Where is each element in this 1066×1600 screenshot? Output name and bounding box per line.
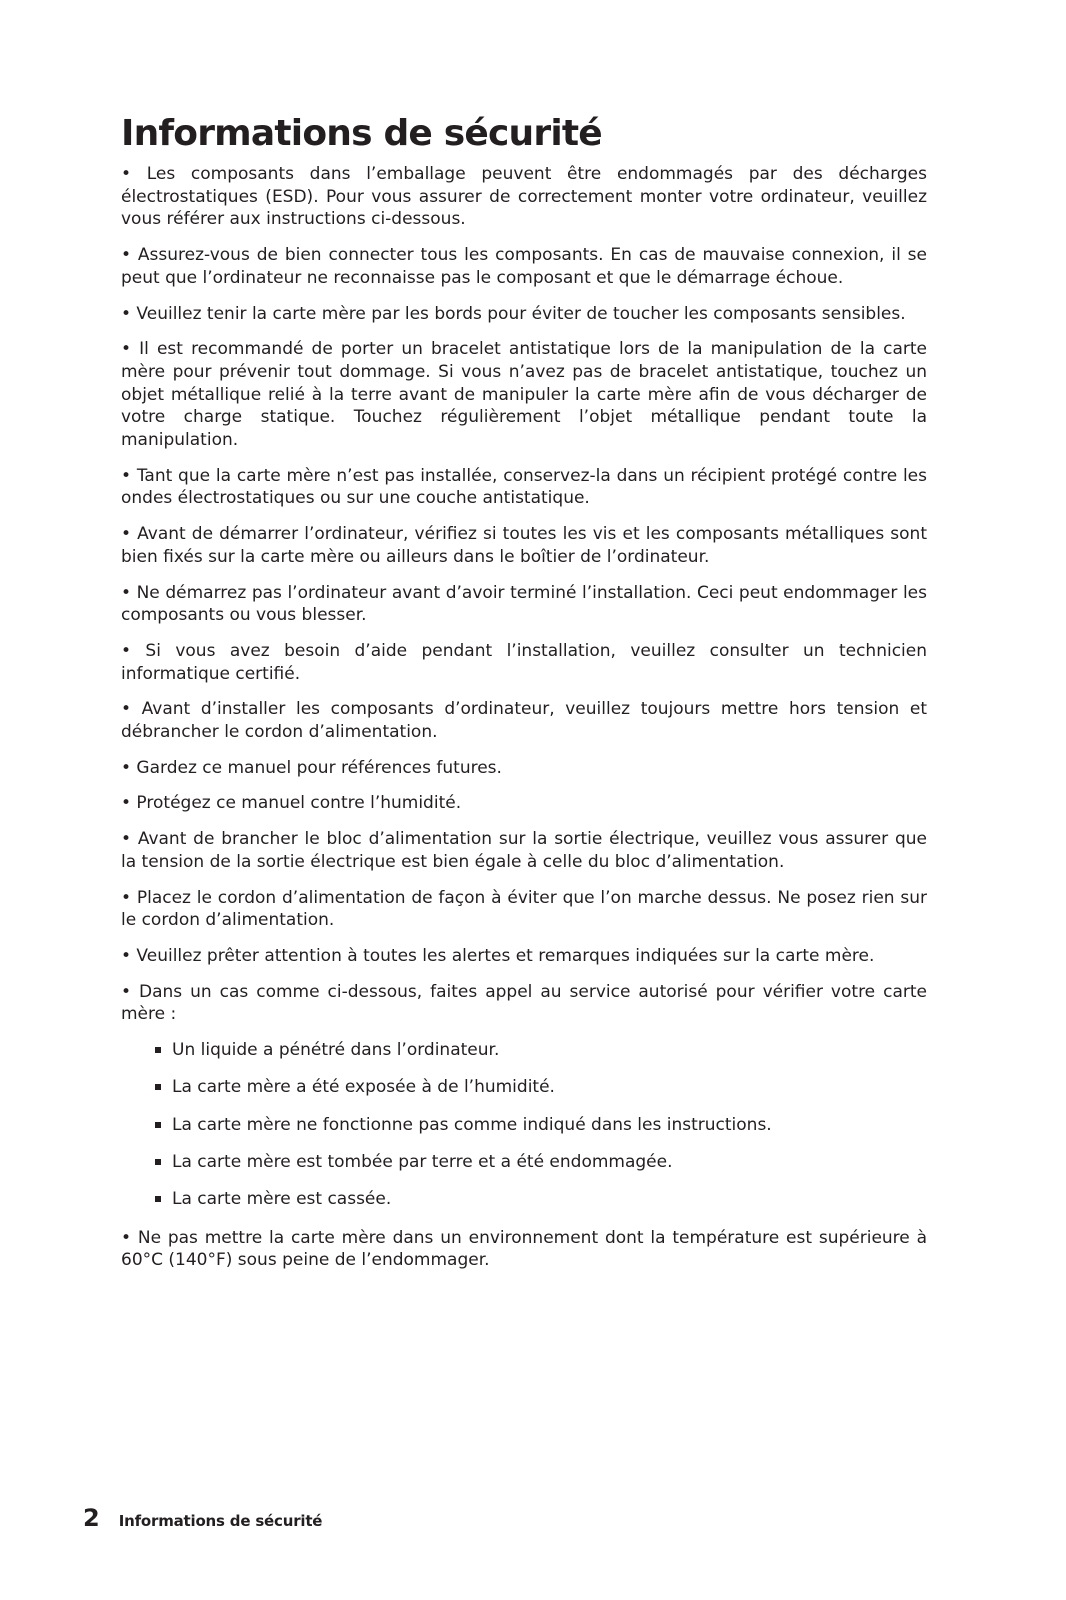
list-item-text: La carte mère est cassée.	[172, 1188, 392, 1209]
square-bullet-icon	[155, 1084, 161, 1090]
safety-paragraph: • Veuillez prêter attention à toutes les alertes et remarques indiquées sur la carte mère.	[121, 945, 875, 966]
list-item	[153, 1039, 927, 1062]
safety-paragraph: • Avant d’installer les composants d’ordinateur, veuillez toujours mettre hors tension et débrancher le cordon d’alimentation.	[121, 699, 927, 743]
safety-paragraph: • Les composants dans l’emballage peuvent être endommagés par des décharges électrostatiques (ESD). Pour vous assurer de correctement monter votre ordinateur, veuillez vous référer aux instructions ci-dessous.	[121, 164, 927, 230]
safety-paragraph: • Veuillez tenir la carte mère par les bords pour éviter de toucher les composants sensibles.	[121, 303, 906, 324]
list-item-text: La carte mère a été exposée à de l’humidité.	[172, 1077, 555, 1098]
list-item	[153, 1188, 927, 1211]
service-conditions-list	[121, 1039, 927, 1211]
square-bullet-icon	[155, 1159, 161, 1165]
safety-paragraph: • Avant de brancher le bloc d’alimentation sur la sortie électrique, veuillez vous assurer que la tension de la sortie électrique est bien égale à celle du bloc d’alimentation.	[121, 829, 927, 872]
safety-paragraph: • Avant de démarrer l’ordinateur, vérifiez si toutes les vis et les composants métalliques sont bien fixés sur la carte mère ou ailleurs dans le boîtier de l’ordinateur.	[121, 524, 927, 567]
list-item	[153, 1076, 927, 1099]
safety-paragraph: • Tant que la carte mère n’est pas installée, conservez-la dans un récipient protégé contre les ondes électrostatiques ou sur une couche antistatique.	[121, 465, 927, 509]
footer-section-title: Informations de sécurité	[118, 1512, 323, 1530]
safety-paragraph: • Protégez ce manuel contre l’humidité.	[121, 793, 462, 814]
safety-paragraph: • Si vous avez besoin d’aide pendant l’installation, veuillez consulter un technicien informatique certifié.	[121, 640, 927, 684]
safety-paragraph: • Ne démarrez pas l’ordinateur avant d’avoir terminé l’installation. Ceci peut endommager les composants ou vous blesser.	[121, 582, 927, 626]
list-item	[153, 1151, 927, 1174]
page-title: Informations de sécurité	[121, 113, 602, 154]
list-item	[153, 1114, 927, 1137]
list-item-text: La carte mère ne fonctionne pas comme indiqué dans les instructions.	[172, 1114, 772, 1135]
safety-paragraph: • Il est recommandé de porter un bracelet antistatique lors de la manipulation de la carte mère pour prévenir tout dommage. Si vous n’avez pas de bracelet antistatique, touchez un objet métallique relié à la terre avant de manipuler la carte mère afin de vous décharger de votre charge statique. Touchez régulièrement l’objet métallique pendant toute la manipulation.	[121, 339, 927, 451]
page-number: 2	[83, 1504, 100, 1532]
safety-paragraph: • Assurez-vous de bien connecter tous les composants. En cas de mauvaise connexion, il se peut que l’ordinateur ne reconnaisse pas le composant et que le démarrage échoue.	[121, 245, 927, 288]
list-item-text: Un liquide a pénétré dans l’ordinateur.	[172, 1040, 500, 1061]
square-bullet-icon	[155, 1196, 161, 1202]
square-bullet-icon	[155, 1047, 161, 1053]
safety-paragraph: • Placez le cordon d’alimentation de façon à éviter que l’on marche dessus. Ne posez rien sur le cordon d’alimentation.	[121, 887, 927, 931]
square-bullet-icon	[155, 1122, 161, 1128]
safety-paragraph: • Dans un cas comme ci-dessous, faites appel au service autorisé pour vérifier votre carte mère :	[121, 981, 927, 1025]
safety-content	[121, 163, 927, 1285]
safety-paragraph: • Gardez ce manuel pour références futures.	[121, 757, 502, 778]
page-footer	[83, 1503, 322, 1533]
list-item-text: La carte mère est tombée par terre et a été endommagée.	[172, 1151, 673, 1172]
safety-paragraph: • Ne pas mettre la carte mère dans un environnement dont la température est supérieure à 60°C (140°F) sous peine de l’endommager.	[121, 1227, 927, 1271]
